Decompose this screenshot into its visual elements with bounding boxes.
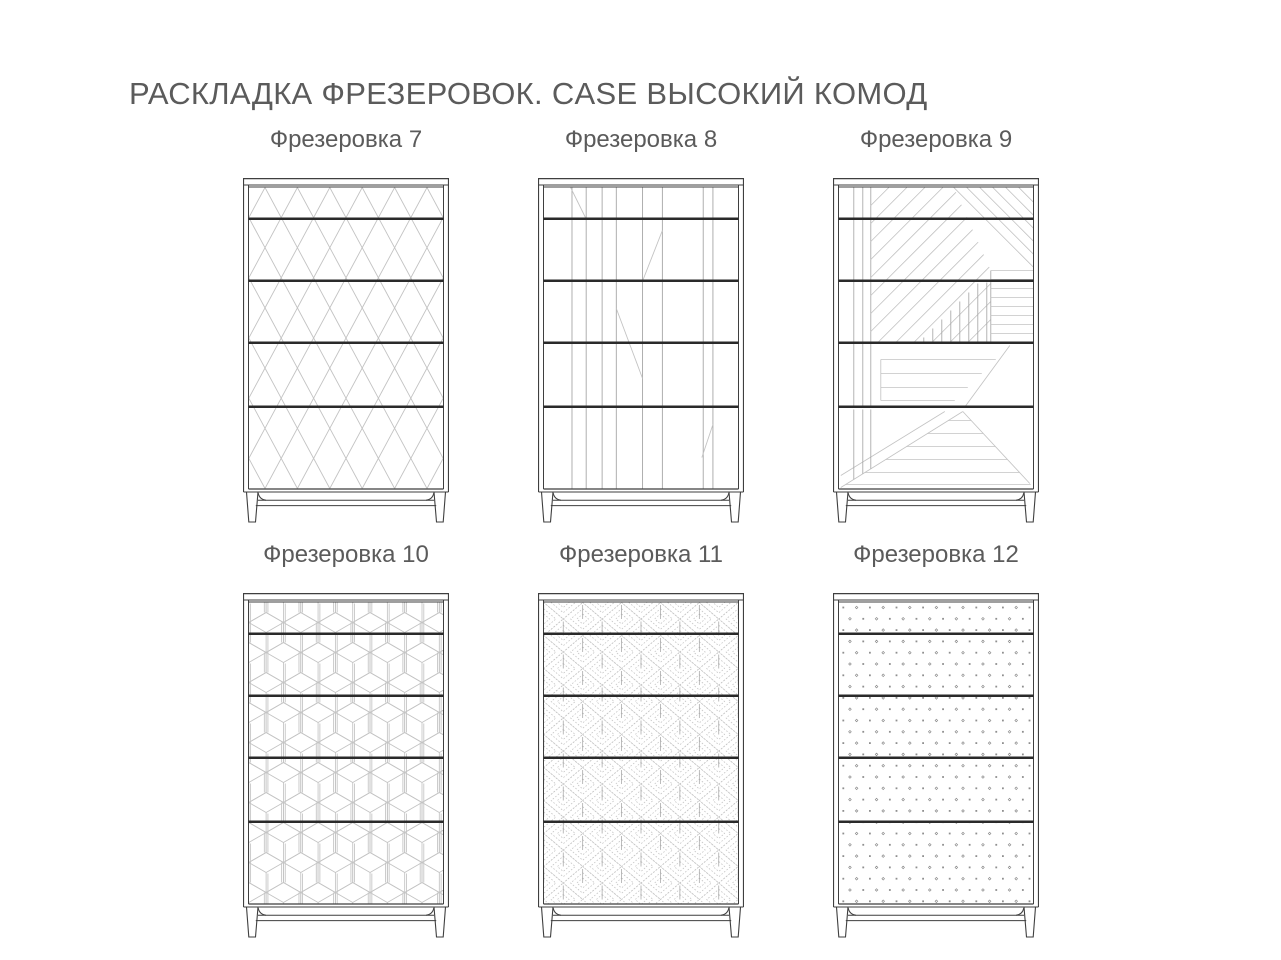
drawer-dividers	[839, 634, 1034, 822]
drawer-front-pattern	[538, 593, 744, 916]
cabinet-legs	[542, 907, 741, 937]
cabinet-legs	[837, 492, 1036, 522]
cabinet-label: Фрезеровка 9	[859, 126, 1013, 153]
cabinet-label: Фрезеровка 11	[559, 541, 723, 568]
page-title: РАСКЛАДКА ФРЕЗЕРОВОК. CASE ВЫСОКИЙ КОМОД	[129, 76, 928, 111]
cabinet-label: Фрезеровка 8	[564, 126, 718, 153]
drawer-dividers	[249, 634, 444, 822]
cabinet-drawing-milling-8	[538, 178, 744, 523]
cabinet-label: Фрезеровка 12	[853, 541, 1019, 568]
cabinet-figure-11	[538, 541, 744, 938]
cabinet-figure-12	[833, 541, 1039, 938]
drawer-dividers	[544, 219, 739, 407]
drawer-front-pattern	[249, 188, 443, 489]
cabinet-figure-7	[243, 126, 449, 523]
cabinet-drawing-milling-11	[538, 593, 744, 938]
cabinet-drawing-milling-7	[243, 178, 449, 523]
cabinet-legs	[837, 907, 1036, 937]
cabinet-figure-10	[243, 541, 449, 938]
cabinet-label: Фрезеровка 7	[269, 126, 423, 153]
cabinet-legs	[247, 492, 446, 522]
drawer-front-pattern	[842, 606, 1030, 902]
cabinet-drawing-milling-10	[243, 593, 449, 938]
cabinet-legs	[247, 907, 446, 937]
cabinet-drawing-milling-12	[833, 593, 1039, 938]
drawer-dividers	[249, 219, 444, 407]
drawer-front-pattern	[841, 188, 1033, 488]
cabinet-carcass	[833, 178, 1039, 492]
cabinet-drawing-milling-9	[833, 178, 1039, 523]
cabinet-figure-8	[538, 126, 744, 523]
drawer-dividers	[839, 219, 1034, 407]
cabinet-label: Фрезеровка 10	[263, 541, 429, 568]
drawer-front-pattern	[571, 188, 713, 489]
cabinet-figure-9	[833, 126, 1039, 523]
cabinet-legs	[542, 492, 741, 522]
cabinet-carcass	[833, 593, 1039, 907]
